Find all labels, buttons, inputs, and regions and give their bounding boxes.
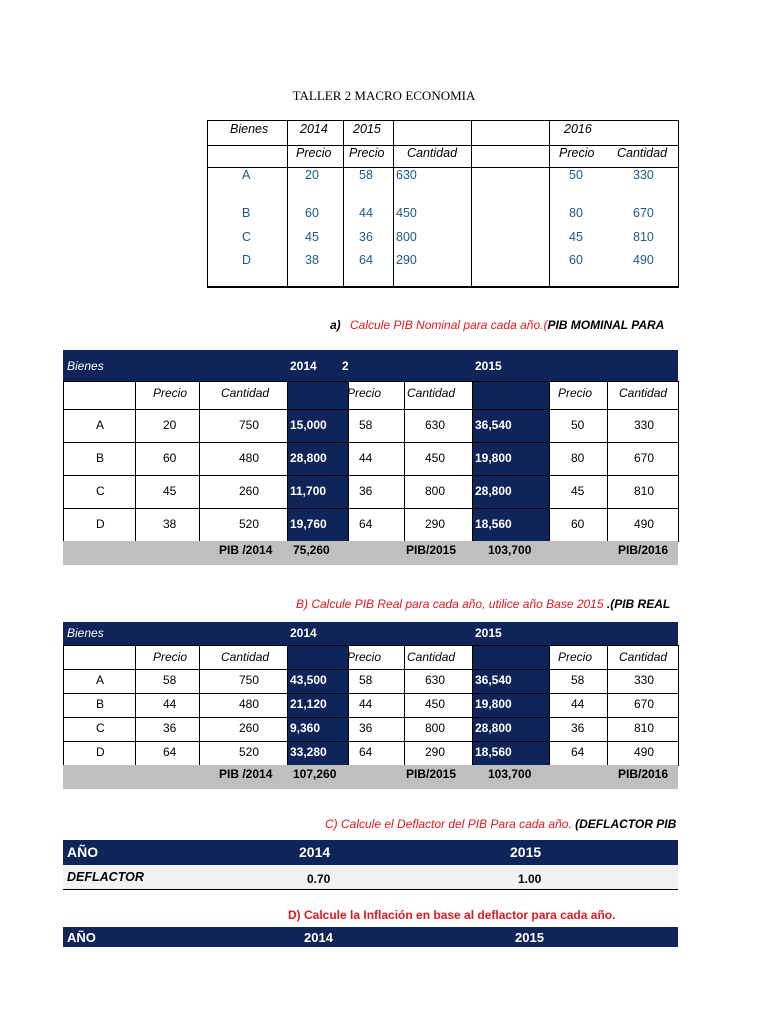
price-2014: 36 [163,721,177,735]
question-d: D) Calcule la Inflación en base al deflactor para cada año. [288,908,616,922]
price-2016: 64 [571,745,585,759]
precio-header: Precio [153,386,188,400]
quantity-2014: 750 [239,673,260,687]
quantity-2016: 670 [634,451,655,465]
value-2014: 28,800 [290,451,327,465]
price-2014: 38 [163,517,177,531]
question-c [325,817,678,831]
question-b-bold: .(PIB REAL [606,597,671,611]
question-a [330,318,678,332]
value-2014: 15,000 [290,418,327,432]
prices-quantities-table [207,120,679,288]
cantidad-header: Cantidad [221,386,270,400]
extra-header: 2 [342,359,349,373]
quantity-2016: 490 [633,253,654,267]
pib-2015-label: PIB/2015 [406,767,457,781]
quantity-2015: 800 [396,230,417,244]
col-header-2015: 2015 [353,122,381,136]
price-2015: 36 [359,721,373,735]
price-2015: 44 [359,206,373,220]
price-2016: 45 [569,230,583,244]
year-2015-header: 2015 [510,844,542,860]
pib-2016-label: PIB/2016 [618,767,669,781]
deflactor-2015: 1.00 [518,872,542,886]
price-2016: 60 [569,253,583,267]
good-label: D [242,253,252,267]
quantity-2015: 450 [425,697,446,711]
good-label: B [96,697,105,711]
totals-row [63,541,678,565]
price-2015: 64 [359,745,373,759]
good-label: A [96,418,105,432]
pib-2015-label: PIB/2015 [406,543,457,557]
quantity-2015: 290 [425,517,446,531]
quantity-2016: 810 [634,484,655,498]
value-2014: 33,280 [290,745,327,759]
price-2014: 60 [305,206,319,220]
value-2015: 36,540 [475,418,512,432]
good-label: C [96,484,105,498]
quantity-2016: 490 [634,745,655,759]
price-2015: 58 [359,418,373,432]
cantidad-header: Cantidad [619,386,668,400]
price-2014: 64 [163,745,177,759]
quantity-2015: 450 [425,451,446,465]
price-2014: 20 [305,168,319,182]
pib-2014-label: PIB /2014 [219,767,273,781]
value-2014: 21,120 [290,697,327,711]
cantidad-header: Cantidad [221,650,270,664]
question-b-text: B) Calcule PIB Real para cada año, utilice año Base 2015 [296,597,604,611]
precio-header: Precio [347,650,382,664]
quantity-2014: 480 [239,451,260,465]
good-label: C [96,721,105,735]
price-2016: 60 [571,517,585,531]
quantity-2016: 330 [634,673,655,687]
question-c-bold: (DEFLACTOR PIB [575,817,677,831]
bienes-header: Bienes [67,626,104,640]
deflactor-2014: 0.70 [307,872,331,886]
page-title: TALLER 2 MACRO ECONOMIA [292,88,476,103]
good-label: D [96,745,105,759]
quantity-2015: 450 [396,206,417,220]
col-header-cantidad: Cantidad [617,146,668,160]
value-2015: 28,800 [475,721,512,735]
table-header [63,622,678,645]
good-label: D [96,517,105,531]
cantidad-header: Cantidad [407,650,456,664]
price-2016: 80 [571,451,585,465]
quantity-2014: 260 [239,721,260,735]
price-2016: 36 [571,721,585,735]
price-2015: 64 [359,517,373,531]
quantity-2014: 520 [239,517,260,531]
table-grid [63,381,679,541]
good-label: A [242,168,251,182]
pib-2016-label: PIB/2016 [618,543,669,557]
price-2015: 64 [359,253,373,267]
price-2014: 58 [163,673,177,687]
year-2015-header: 2015 [515,930,544,945]
table-header [63,350,678,381]
year-2014-header: 2014 [304,930,333,945]
quantity-2016: 670 [633,206,654,220]
good-label: B [96,451,105,465]
quantity-2016: 810 [633,230,654,244]
year-2014-header: 2014 [299,844,331,860]
value-2015: 18,560 [475,517,512,531]
precio-header: Precio [558,386,593,400]
cantidad-header: Cantidad [407,386,456,400]
pib-2014-value: 107,260 [293,767,337,781]
price-2014: 45 [163,484,177,498]
price-2016: 80 [569,206,583,220]
price-2015: 44 [359,451,373,465]
col-header-precio: Precio [296,146,332,160]
pib-2014-label: PIB /2014 [219,543,273,557]
col-header-precio: Precio [349,146,385,160]
good-label: A [96,673,105,687]
col-header-bienes: Bienes [230,122,269,136]
precio-header: Precio [558,650,593,664]
ano-header: AÑO [67,930,96,945]
value-2014: 9,360 [290,721,321,735]
deflactor-row [63,865,678,890]
price-2015: 58 [359,168,373,182]
quantity-2015: 630 [396,168,417,182]
quantity-2016: 810 [634,721,655,735]
col-header-2016: 2016 [564,122,592,136]
price-2014: 44 [163,697,177,711]
value-2015: 28,800 [475,484,512,498]
inflacion-header [63,927,678,947]
pib-2015-value: 103,700 [488,767,532,781]
quantity-2015: 290 [425,745,446,759]
value-2015: 18,560 [475,745,512,759]
value-2015: 19,800 [475,451,512,465]
pib-2014-value: 75,260 [293,543,330,557]
col-header-precio: Precio [559,146,595,160]
pib-2015-value: 103,700 [488,543,532,557]
quantity-2015: 630 [425,418,446,432]
cantidad-header: Cantidad [619,650,668,664]
col-header-cantidad: Cantidad [407,146,458,160]
price-2016: 50 [569,168,583,182]
quantity-2014: 260 [239,484,260,498]
question-c-text: C) Calcule el Deflactor del PIB Para cada año. [325,817,572,831]
quantity-2016: 330 [634,418,655,432]
quantity-2016: 330 [633,168,654,182]
price-2016: 58 [571,673,585,687]
deflactor-header [63,840,678,865]
price-2014: 45 [305,230,319,244]
deflactor-label: DEFLACTOR [67,870,144,884]
price-2014: 38 [305,253,319,267]
price-2015: 58 [359,673,373,687]
price-2016: 45 [571,484,585,498]
price-2015: 44 [359,697,373,711]
col-header-2014: 2014 [300,122,328,136]
quantity-2016: 490 [634,517,655,531]
value-2015: 36,540 [475,673,512,687]
precio-header: Precio [347,386,382,400]
bienes-header: Bienes [67,359,104,373]
good-label: C [242,230,252,244]
value-2015: 19,800 [475,697,512,711]
price-2015: 36 [359,230,373,244]
price-2016: 44 [571,697,585,711]
good-label: B [242,206,251,220]
year-2015-header: 2015 [475,626,502,640]
question-b [296,597,678,611]
year-2015-header: 2015 [475,359,502,373]
table-grid [63,645,679,765]
price-2014: 60 [163,451,177,465]
quantity-2015: 290 [396,253,417,267]
quantity-2014: 480 [239,697,260,711]
price-2014: 20 [163,418,177,432]
question-a-bold: PIB MOMINAL PARA [547,318,665,332]
quantity-2015: 630 [425,673,446,687]
quantity-2016: 670 [634,697,655,711]
question-a-label: a) [330,318,341,332]
totals-row [63,765,678,789]
year-2014-header: 2014 [290,359,317,373]
question-a-text: Calcule PIB Nominal para cada año.( [350,318,548,332]
price-2015: 36 [359,484,373,498]
price-2016: 50 [571,418,585,432]
value-2014: 11,700 [290,484,327,498]
quantity-2014: 520 [239,745,260,759]
value-2014: 19,760 [290,517,327,531]
quantity-2015: 800 [425,484,446,498]
year-2014-header: 2014 [290,626,317,640]
value-2014: 43,500 [290,673,327,687]
quantity-2014: 750 [239,418,260,432]
ano-header: AÑO [67,844,99,860]
precio-header: Precio [153,650,188,664]
quantity-2015: 800 [425,721,446,735]
